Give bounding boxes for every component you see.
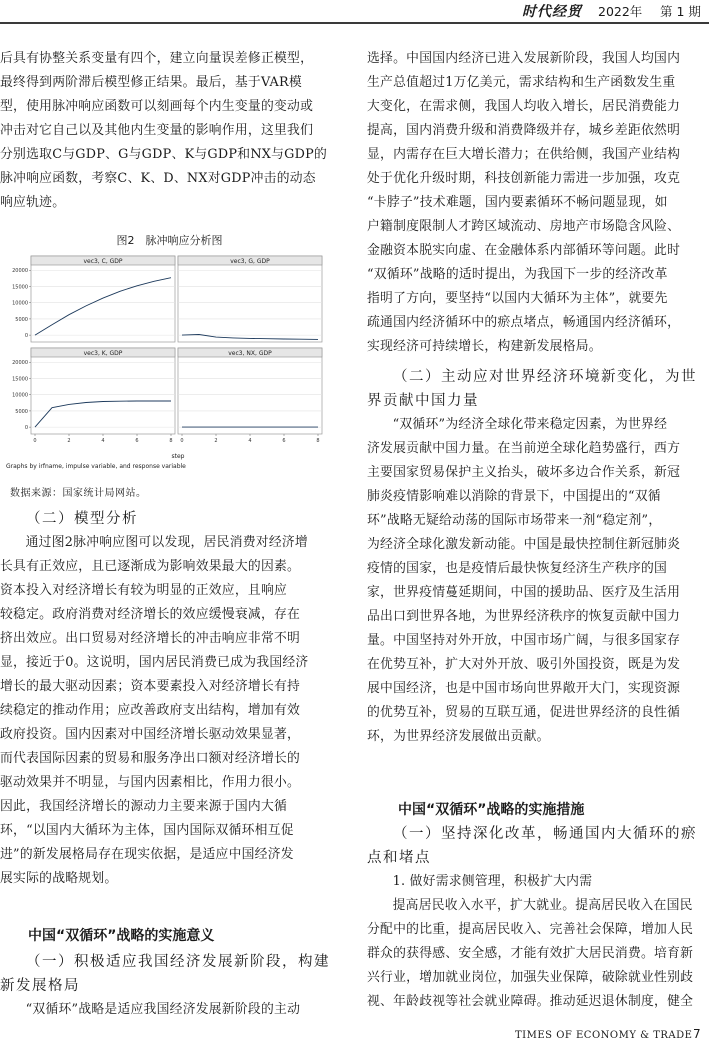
y-tick-label: 5000 bbox=[15, 408, 28, 415]
text-line: 环，为世界经济发展做出贡献。 bbox=[367, 729, 550, 744]
subsection-heading-deepen-reform bbox=[367, 822, 709, 870]
text-line: （二）主动应对世界经济环境新变化，为世 bbox=[393, 369, 697, 385]
text-line: 疫情的国家，也是疫情后最快恢复经济生产秩序的国 bbox=[367, 561, 668, 576]
x-tick-label: 4 bbox=[101, 438, 105, 444]
left-column bbox=[0, 47, 339, 215]
text-line: 新发展格局 bbox=[0, 978, 80, 994]
text-line: 主要国家贸易保护主义抬头，破坏多边合作关系，新冠 bbox=[367, 465, 681, 480]
panel-title: vec3, C, GDP bbox=[83, 258, 123, 265]
text-line: 最终得到两阶滞后模型修正结果。最后，基于VAR模 bbox=[0, 75, 302, 90]
right-column-bottom bbox=[367, 822, 709, 1014]
left-column-bottom bbox=[0, 950, 339, 1022]
x-tick-label: 2 bbox=[214, 438, 218, 444]
text-line: 品出口到世界各地，为世界经济秩序的恢复贡献中国力 bbox=[367, 609, 681, 624]
text-line: 展中国经济，也是中国市场向世界敞开大门，实现资源 bbox=[367, 681, 681, 696]
y-tick-label: 20000 bbox=[12, 268, 28, 275]
text-line: “双循环”战略是适应我国经济发展新阶段的主动 bbox=[25, 1002, 301, 1017]
text-line: 续稳定的推动作用；应改善政府支出结构，增加有效 bbox=[0, 703, 301, 718]
issue-year: 2022年 bbox=[598, 4, 643, 19]
section-heading-measures: 中国“双循环”战略的实施措施 bbox=[398, 802, 585, 818]
panel-frame bbox=[178, 348, 322, 434]
journal-footer: TIMES OF ECONOMY & TRADE bbox=[515, 1030, 693, 1041]
text-line: 增长的最大驱动因素；资本要素投入对经济增长有持 bbox=[0, 679, 301, 694]
text-line: 而代表国际因素的贸易和服务净出口额对经济增长的 bbox=[0, 751, 301, 766]
text-line: 挤出效应。出口贸易对经济增长的冲击响应非常不明 bbox=[0, 631, 301, 646]
y-tick-label: 10000 bbox=[12, 392, 28, 399]
intro-paragraph bbox=[0, 47, 339, 215]
text-line: 型，使用脉冲响应函数可以刻画每个内生变量的变动或 bbox=[0, 99, 314, 114]
text-line: 视、年龄歧视等社会就业障碍。推动延迟退休制度，健全 bbox=[367, 994, 694, 1009]
paragraph bbox=[367, 47, 709, 359]
text-line: 户籍制度限制人才跨区域流动、房地产市场隐含风险、 bbox=[367, 219, 681, 234]
paragraph bbox=[367, 894, 709, 1014]
text-line: （一）坚持深化改革，畅通国内大循环的瘀 bbox=[393, 826, 697, 842]
y-tick-label: 0 bbox=[24, 333, 28, 340]
text-line: 大变化，在需求侧，我国人均收入增长，居民消费能力 bbox=[367, 99, 681, 114]
running-header bbox=[0, 0, 709, 40]
y-tick-label: 10000 bbox=[12, 300, 28, 307]
analysis-paragraph bbox=[0, 531, 339, 891]
paragraph bbox=[367, 413, 709, 749]
text-line: 提高居民收入水平，扩大就业。提高居民收入在国民 bbox=[392, 898, 693, 913]
text-line: 金融资本脱实向虚、在金融体系内部循环等问题。此时 bbox=[367, 243, 681, 258]
x-axis-label: step bbox=[171, 453, 185, 460]
left-column-lower bbox=[0, 507, 339, 891]
figure-source: 数据来源：国家统计局网站。 bbox=[10, 488, 147, 499]
y-tick-label: 15000 bbox=[12, 284, 28, 291]
text-line: 实现经济可持续增长，构建新发展格局。 bbox=[367, 339, 602, 354]
text-line: 较稳定。政府消费对经济增长的效应缓慢衰减，存在 bbox=[0, 607, 301, 622]
x-tick-label: 0 bbox=[33, 438, 37, 444]
y-tick-label: 0 bbox=[24, 425, 28, 432]
section-heading-significance: 中国“双循环”战略的实施意义 bbox=[28, 928, 215, 944]
figure-caption: 图2 脉冲响应分析图 bbox=[116, 234, 223, 247]
text-line: 生产总值超过1万亿美元，需求结构和生产函数发生重 bbox=[367, 75, 676, 90]
text-line: “卡脖子”技术难题，国内要素循环不畅问题显现，如 bbox=[367, 195, 668, 210]
subsection-heading-new-stage bbox=[0, 950, 339, 998]
text-line: 展实际的战略规划。 bbox=[0, 871, 118, 886]
text-line: 政府投资。国内因素对中国经济增长驱动效果显著， bbox=[0, 727, 301, 742]
text-line: 资本投入对经济增长有较为明显的正效应，且响应 bbox=[0, 583, 288, 598]
text-line: 分别选取C与GDP、G与GDP、K与GDP和NX与GDP的 bbox=[0, 147, 328, 162]
text-line: 因此，我国经济增长的源动力主要来源于国内大循 bbox=[0, 799, 288, 814]
x-tick-label: 8 bbox=[316, 438, 320, 444]
text-line: 群众的获得感、安全感，才能有效扩大居民消费。培育新 bbox=[367, 946, 694, 961]
text-line: 后具有协整关系变量有四个，建立向量误差修正模型， bbox=[0, 51, 314, 66]
text-line: 界贡献中国力量 bbox=[367, 393, 479, 409]
text-line: “双循环”为经济全球化带来稳定因素，为世界经 bbox=[392, 417, 668, 432]
text-line: 进”的新发展格局存在现实依据，是适应中国经济发 bbox=[0, 847, 294, 862]
text-line: 量。中国坚持对外开放，中国市场广阔，与很多国家存 bbox=[367, 633, 681, 648]
text-line: 在优势互补，扩大对外开放、吸引外国投资，既是为发 bbox=[367, 657, 681, 672]
panel-title: vec3, G, GDP bbox=[230, 258, 270, 265]
x-tick-label: 8 bbox=[169, 438, 173, 444]
subsection-heading-model-analysis: （二）模型分析 bbox=[26, 511, 138, 527]
text-line: 通过图2脉冲响应图可以发现，居民消费对经济增 bbox=[25, 535, 308, 550]
subsection-heading-world-economy bbox=[367, 365, 709, 413]
text-line: 驱动效果并不明显，与国内因素相比，作用力很小。 bbox=[0, 775, 301, 790]
text-line: 显，内需存在巨大增长潜力；在供给侧，我国产业结构 bbox=[367, 147, 681, 162]
text-line: “双循环”战略的适时提出，为我国下一步的经济改革 bbox=[367, 267, 668, 282]
graph-note: Graphs by irfname, impulse variable, and response variable bbox=[6, 463, 186, 470]
page-number: 7 bbox=[693, 1027, 701, 1041]
text-line: 脉冲响应函数，考察C、K、D、NX对GDP冲击的动态 bbox=[0, 171, 316, 186]
text-line: 显，接近于0。这说明，国内居民消费已成为我国经济 bbox=[0, 655, 309, 670]
text-line: 提高，国内消费升级和消费降级并存，城乡差距依然明 bbox=[367, 123, 681, 138]
text-line: 肺炎疫情影响难以消除的背景下，中国提出的“双循 bbox=[367, 489, 661, 504]
text-line: 点和堵点 bbox=[367, 850, 431, 866]
text-line: 长具有正效应，且已逐渐成为影响效果最大的因素。 bbox=[0, 559, 301, 574]
item-title: 1. 做好需求侧管理，积极扩大内需 bbox=[392, 874, 593, 889]
text-line: 环”战略无疑给动荡的国际市场带来一剂“稳定剂”， bbox=[367, 513, 662, 528]
text-line: 选择。中国国内经济已进入发展新阶段，我国人均国内 bbox=[367, 51, 681, 66]
y-tick-label: 20000 bbox=[12, 360, 28, 367]
text-line: 指明了方向，要坚持“以国内大循环为主体”，就要先 bbox=[367, 291, 668, 306]
text-line: 处于优化升级时期，科技创新能力需进一步加强，攻克 bbox=[367, 171, 681, 186]
text-line: （一）积极适应我国经济发展新阶段，构建 bbox=[26, 954, 330, 970]
text-line: 环，“以国内大循环为主体，国内国际双循环相互促 bbox=[0, 823, 294, 838]
text-line: 疏通国内经济循环中的瘀点堵点，畅通国内经济循环， bbox=[367, 315, 681, 330]
x-tick-label: 6 bbox=[282, 438, 286, 444]
text-line: 的优势互补，贸易的互联互通，促进世界经济的良性循 bbox=[367, 705, 681, 720]
text-line: 响应轨迹。 bbox=[0, 195, 66, 210]
magazine-title: 时代经贸 bbox=[522, 4, 582, 20]
y-tick-label: 15000 bbox=[12, 376, 28, 383]
y-tick-label: 5000 bbox=[15, 316, 28, 323]
text-line: 济发展贡献中国力量。在当前逆全球化趋势盛行，西方 bbox=[367, 441, 681, 456]
text-line: 家，世界疫情蔓延期间，中国的援助品、医疗及生活用 bbox=[367, 585, 681, 600]
panel-frame bbox=[31, 256, 175, 342]
x-tick-label: 6 bbox=[135, 438, 139, 444]
panel-frame bbox=[178, 256, 322, 342]
panel-frame bbox=[31, 348, 175, 434]
text-line: 冲击对它自己以及其他内生变量的影响作用，这里我们 bbox=[0, 123, 314, 138]
panel-title: vec3, K, GDP bbox=[83, 350, 123, 357]
right-column bbox=[367, 47, 709, 749]
text-line: 分配中的比重，提高居民收入、完善社会保障，增加人民 bbox=[367, 922, 694, 937]
panel-title: vec3, NX, GDP bbox=[228, 350, 272, 357]
impulse-response-figure bbox=[4, 254, 334, 476]
text-line: 为经济全球化激发新动能。中国是最快控制住新冠肺炎 bbox=[367, 537, 681, 552]
x-tick-label: 2 bbox=[67, 438, 71, 444]
x-tick-label: 0 bbox=[180, 438, 184, 444]
header-rule bbox=[0, 22, 709, 24]
text-line: 兴行业，增加就业岗位，加强失业保障，破除就业性别歧 bbox=[367, 970, 694, 985]
x-tick-label: 4 bbox=[248, 438, 252, 444]
issue-number: 第 1 期 bbox=[660, 4, 701, 19]
